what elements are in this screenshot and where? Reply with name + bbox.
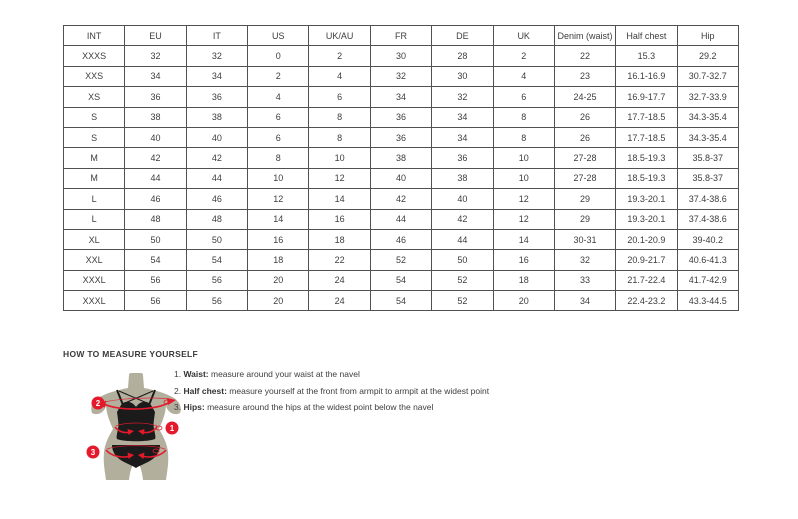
size-table-cell: 38 (186, 107, 247, 127)
size-table-cell: 2 (309, 46, 370, 66)
size-table-cell: 54 (186, 250, 247, 270)
size-table-cell: 48 (186, 209, 247, 229)
size-table-cell: 29 (554, 209, 615, 229)
size-table-cell: 40 (186, 127, 247, 147)
size-table-cell: 16.1-16.9 (616, 66, 677, 86)
size-table-row (64, 270, 739, 290)
size-table-cell: 32.7-33.9 (677, 87, 738, 107)
size-table-cell: 10 (309, 148, 370, 168)
size-table-cell: XXXL (64, 270, 125, 290)
size-table-cell: 10 (493, 148, 554, 168)
size-table-cell: 38 (370, 148, 431, 168)
size-table-cell: 34 (125, 66, 186, 86)
size-column-header: Half chest (616, 26, 677, 46)
size-table-cell: 56 (186, 291, 247, 311)
size-table-cell: 48 (125, 209, 186, 229)
size-table-cell: 22 (309, 250, 370, 270)
size-table-cell: 50 (125, 229, 186, 249)
measure-step (174, 387, 489, 396)
size-table-cell: 50 (432, 250, 493, 270)
size-table-cell: 46 (186, 189, 247, 209)
size-table-cell: 35.8-37 (677, 168, 738, 188)
size-chart-header-row (64, 26, 739, 46)
size-table-cell: L (64, 209, 125, 229)
size-table-cell: XXXS (64, 46, 125, 66)
size-table-cell: 24-25 (554, 87, 615, 107)
measurement-figure (84, 372, 188, 484)
size-table-cell: 50 (186, 229, 247, 249)
size-table-cell: 34 (370, 87, 431, 107)
size-table-cell: 40 (432, 189, 493, 209)
size-chart-body (64, 46, 739, 311)
size-table-row (64, 291, 739, 311)
size-table-cell: 10 (248, 168, 309, 188)
size-table-cell: M (64, 168, 125, 188)
size-table-cell: 24 (309, 270, 370, 290)
size-table-cell: 19.3-20.1 (616, 189, 677, 209)
size-table-cell: 8 (309, 107, 370, 127)
size-table-cell: 34.3-35.4 (677, 107, 738, 127)
size-table-cell: 43.3-44.5 (677, 291, 738, 311)
size-table-cell: 35.8-37 (677, 148, 738, 168)
size-table-cell: 8 (493, 127, 554, 147)
size-table-cell: 30-31 (554, 229, 615, 249)
size-table-row (64, 189, 739, 209)
size-column-header: UK (493, 26, 554, 46)
size-table-cell: 34 (554, 291, 615, 311)
size-table-cell: 27-28 (554, 168, 615, 188)
size-table-cell: 56 (125, 291, 186, 311)
marker-half-chest-number: 2 (95, 399, 101, 408)
size-table-cell: 40.6-41.3 (677, 250, 738, 270)
size-table-cell: 32 (554, 250, 615, 270)
size-table-cell: 56 (125, 270, 186, 290)
measure-step-text: measure around your waist at the navel (208, 369, 360, 379)
marker-waist (166, 422, 179, 435)
measure-step-text: measure yourself at the front from armpit to armpit at the widest point (226, 385, 490, 396)
measure-step-label: Half chest: (183, 385, 227, 396)
size-table-cell: 32 (186, 46, 247, 66)
size-table-cell: 36 (186, 87, 247, 107)
size-table-row (64, 107, 739, 127)
size-table-cell: 21.7-22.4 (616, 270, 677, 290)
size-table-cell: 37.4-38.6 (677, 209, 738, 229)
size-table-cell: 14 (493, 229, 554, 249)
measure-step-label: Waist: (183, 369, 209, 379)
size-table-cell: 18.5-19.3 (616, 148, 677, 168)
size-table-cell: S (64, 107, 125, 127)
marker-hips-number: 3 (90, 448, 96, 457)
size-table-cell: 2 (493, 46, 554, 66)
size-table-cell: 6 (248, 107, 309, 127)
size-table-cell: 16 (248, 229, 309, 249)
size-table-cell: 2 (248, 66, 309, 86)
how-to-measure-title: HOW TO MEASURE YOURSELF (63, 349, 199, 359)
size-table-cell: 38 (432, 168, 493, 188)
size-table-cell: 36 (370, 127, 431, 147)
size-table-cell: 16 (493, 250, 554, 270)
size-column-header: IT (186, 26, 247, 46)
size-table-cell: 30.7-32.7 (677, 66, 738, 86)
size-table-cell: 22 (554, 46, 615, 66)
size-table-row (64, 229, 739, 249)
measure-step-text: measure around the hips at the widest point below the navel (204, 402, 434, 412)
size-table-cell: 28 (432, 46, 493, 66)
size-table-cell: 34 (432, 127, 493, 147)
size-table-cell: S (64, 127, 125, 147)
size-table-cell: 32 (432, 87, 493, 107)
measure-step (174, 403, 489, 412)
size-column-header: FR (370, 26, 431, 46)
size-table-cell: XXXL (64, 291, 125, 311)
size-table-cell: 12 (309, 168, 370, 188)
size-table-cell: 15.3 (616, 46, 677, 66)
size-table-row (64, 46, 739, 66)
size-table-cell: 38 (125, 107, 186, 127)
size-table-cell: 36 (432, 148, 493, 168)
size-table-cell: 42 (432, 209, 493, 229)
size-table-cell: 24 (309, 291, 370, 311)
size-table-cell: 18.5-19.3 (616, 168, 677, 188)
size-table-cell: 20 (248, 291, 309, 311)
size-column-header: Denim (waist) (554, 26, 615, 46)
size-table-cell: 17.7-18.5 (616, 107, 677, 127)
size-table-cell: M (64, 148, 125, 168)
size-table-cell: 19.3-20.1 (616, 209, 677, 229)
size-table-cell: 22.4-23.2 (616, 291, 677, 311)
size-table-cell: 6 (493, 87, 554, 107)
size-table-cell: 46 (370, 229, 431, 249)
size-table-cell: 4 (248, 87, 309, 107)
size-table-row (64, 87, 739, 107)
size-table-cell: 37.4-38.6 (677, 189, 738, 209)
size-table-cell: XXL (64, 250, 125, 270)
size-table-cell: XXS (64, 66, 125, 86)
size-table-cell: 18 (309, 229, 370, 249)
size-table-cell: 44 (432, 229, 493, 249)
size-table-cell: 44 (125, 168, 186, 188)
size-table-cell: 6 (309, 87, 370, 107)
measure-step-label: Hips: (183, 402, 205, 412)
size-table-cell: 41.7-42.9 (677, 270, 738, 290)
size-table-cell: 36 (370, 107, 431, 127)
size-table-cell: 44 (186, 168, 247, 188)
size-table-cell: 18 (248, 250, 309, 270)
size-chart-table (63, 25, 739, 311)
measure-step-number: 3. (174, 402, 184, 412)
size-table-cell: 30 (370, 46, 431, 66)
marker-half-chest (92, 397, 105, 410)
size-table-cell: 17.7-18.5 (616, 127, 677, 147)
size-table-cell: 0 (248, 46, 309, 66)
size-table-cell: 12 (493, 209, 554, 229)
size-table-cell: 8 (493, 107, 554, 127)
size-table-cell: 39-40.2 (677, 229, 738, 249)
marker-waist-number: 1 (169, 424, 175, 433)
size-table-row (64, 148, 739, 168)
size-table-cell: 20.9-21.7 (616, 250, 677, 270)
size-table-cell: XL (64, 229, 125, 249)
size-column-header: UK/AU (309, 26, 370, 46)
size-chart-head (64, 26, 739, 46)
size-table-cell: 32 (125, 46, 186, 66)
size-table-cell: 33 (554, 270, 615, 290)
size-table-cell: 56 (186, 270, 247, 290)
size-column-header: INT (64, 26, 125, 46)
size-table-cell: 52 (432, 291, 493, 311)
size-table-row (64, 209, 739, 229)
size-table-cell: 14 (309, 189, 370, 209)
size-table-cell: 20 (248, 270, 309, 290)
size-column-header: US (248, 26, 309, 46)
size-table-row (64, 250, 739, 270)
size-table-cell: 42 (125, 148, 186, 168)
size-table-cell: 29 (554, 189, 615, 209)
size-table-cell: 54 (370, 291, 431, 311)
marker-hips (87, 446, 100, 459)
size-table-cell: 12 (248, 189, 309, 209)
size-table-cell: 4 (309, 66, 370, 86)
size-table-cell: 54 (125, 250, 186, 270)
measure-step (174, 370, 489, 379)
size-table-cell: 4 (493, 66, 554, 86)
size-table-cell: L (64, 189, 125, 209)
size-table-cell: 12 (493, 189, 554, 209)
size-table-cell: 40 (125, 127, 186, 147)
size-column-header: Hip (677, 26, 738, 46)
size-table-cell: 54 (370, 270, 431, 290)
size-table-cell: 52 (432, 270, 493, 290)
size-table-cell: 20 (493, 291, 554, 311)
size-table-cell: 14 (248, 209, 309, 229)
size-table-cell: 34 (186, 66, 247, 86)
size-table-cell: 26 (554, 107, 615, 127)
size-table-cell: 8 (248, 148, 309, 168)
size-table-cell: 34.3-35.4 (677, 127, 738, 147)
measure-steps-list (174, 370, 489, 420)
size-table-cell: 40 (370, 168, 431, 188)
size-table-cell: 30 (432, 66, 493, 86)
size-table-cell: 52 (370, 250, 431, 270)
size-table-cell: 10 (493, 168, 554, 188)
size-table-cell: 23 (554, 66, 615, 86)
size-table-cell: 16.9-17.7 (616, 87, 677, 107)
size-table-cell: 26 (554, 127, 615, 147)
size-table-cell: 32 (370, 66, 431, 86)
size-table-cell: 6 (248, 127, 309, 147)
size-table-cell: 29.2 (677, 46, 738, 66)
size-table-row (64, 168, 739, 188)
size-table-cell: 36 (125, 87, 186, 107)
size-table-cell: XS (64, 87, 125, 107)
measure-step-number: 1. (174, 369, 184, 379)
size-table-cell: 44 (370, 209, 431, 229)
size-table-cell: 16 (309, 209, 370, 229)
size-column-header: EU (125, 26, 186, 46)
size-table-cell: 42 (186, 148, 247, 168)
size-column-header: DE (432, 26, 493, 46)
size-table-cell: 18 (493, 270, 554, 290)
measure-step-number: 2. (174, 385, 184, 396)
size-table-row (64, 127, 739, 147)
size-table-cell: 42 (370, 189, 431, 209)
size-table-cell: 27-28 (554, 148, 615, 168)
size-table-cell: 34 (432, 107, 493, 127)
size-table-cell: 46 (125, 189, 186, 209)
size-table-row (64, 66, 739, 86)
size-table-cell: 8 (309, 127, 370, 147)
size-table-cell: 20.1-20.9 (616, 229, 677, 249)
